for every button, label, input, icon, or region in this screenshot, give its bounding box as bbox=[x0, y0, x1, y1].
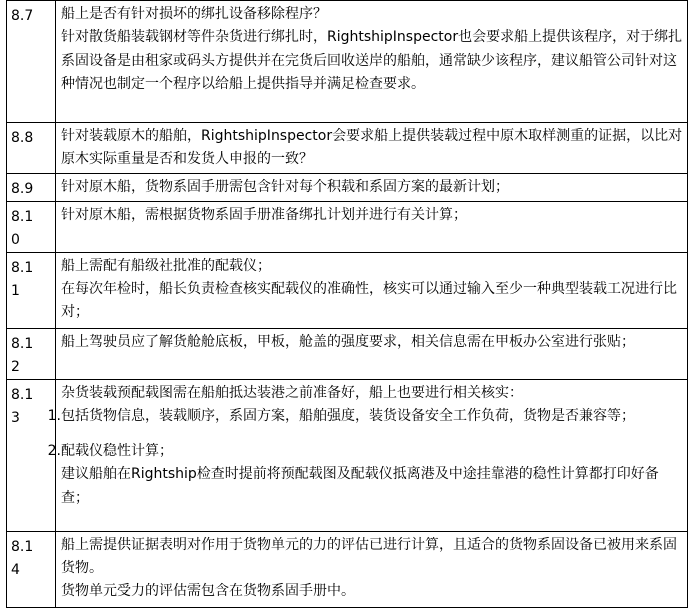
requirement-text: 针对原木船，货物系固手册需包含针对每个积载和系固方案的最新计划； bbox=[61, 178, 509, 195]
table-row bbox=[7, 531, 688, 607]
row-description bbox=[47, 379, 688, 531]
row-number: 8.9 bbox=[7, 173, 56, 201]
row-description bbox=[56, 252, 688, 328]
explanation-text: 针对散货船装载钢材等件杂货进行绑扎时，RightshipInspector也会要求船上提供该程序，对于绑扎系固设备是由租家或码头方提供并在完货后回收送岸的船舶，通常缺少该程序，建议船管公司针对这种情况也制定一个程序以给船上提供指导并满足检查要求。 bbox=[61, 29, 683, 92]
row-description bbox=[56, 531, 688, 607]
row-number-text: 8.12 bbox=[11, 335, 34, 375]
row-number bbox=[7, 252, 56, 328]
row-number bbox=[7, 201, 56, 252]
row-number bbox=[7, 531, 56, 607]
list-marker: 2. bbox=[47, 443, 61, 460]
list-item bbox=[35, 440, 683, 463]
requirement-text: 货物单元受力的评估需包含在货物系固手册中。 bbox=[61, 583, 355, 600]
table-row bbox=[7, 1, 688, 123]
table-row bbox=[7, 123, 688, 174]
list-item bbox=[35, 405, 683, 428]
question-text: 船上是否有针对损坏的绑扎设备移除程序？ bbox=[61, 6, 327, 22]
row-number: 8.8 bbox=[7, 123, 56, 174]
requirement-text: 在每次年检时，船长负责检查核实配载仪的准确性，核实可以通过输入至少一种典型装载工况进行比对； bbox=[61, 280, 677, 321]
row-description bbox=[56, 123, 688, 174]
table-row bbox=[7, 173, 688, 201]
row-description bbox=[56, 173, 688, 201]
table-row bbox=[7, 252, 688, 328]
row-number: 8.7 bbox=[7, 1, 56, 123]
row-number-text: 8.13 bbox=[11, 386, 34, 426]
row-description bbox=[56, 201, 688, 252]
requirements-table bbox=[6, 0, 688, 608]
question-text: 针对装载原木的船舶，RightshipInspector会要求船上提供装载过程中原木取样测重的证据，以比对原木实际重量是否和发货人申报的一致？ bbox=[61, 128, 683, 168]
table-row bbox=[7, 328, 688, 379]
row-description bbox=[56, 328, 688, 379]
table-row bbox=[7, 379, 688, 531]
list-item-text: 配载仪稳性计算； bbox=[61, 443, 173, 460]
requirement-text: 船上需提供证据表明对作用于货物单元的力的评估已进行计算，且适合的货物系固设备已被用来系固货物。 bbox=[61, 536, 677, 576]
row-description bbox=[56, 1, 688, 123]
intro-text: 杂货装载预配载图需在船舶抵达装港之前准备好，船上也要进行相关核实： bbox=[61, 384, 523, 401]
requirement-text: 船上需配有船级社批准的配载仪； bbox=[61, 257, 271, 274]
list-marker: 1. bbox=[47, 407, 61, 424]
requirement-text: 针对原木船，需根据货物系固手册准备绑扎计划并进行有关计算； bbox=[61, 206, 467, 223]
table-row bbox=[7, 201, 688, 252]
requirement-text: 船上驾驶员应了解货舱舱底板，甲板，舱盖的强度要求，相关信息需在甲板办公室进行张贴； bbox=[61, 333, 635, 350]
outro-text: 建议船舶在Rightship检查时提前将预配载图及配载仪抵离港及中途挂靠港的稳性计算都打印好备查； bbox=[61, 466, 659, 506]
row-number bbox=[7, 328, 56, 379]
row-number-text: 8.14 bbox=[11, 538, 34, 578]
list-item-text: 包括货物信息，装载顺序，系固方案，船舶强度，装货设备安全工作负荷，货物是否兼容等； bbox=[61, 407, 635, 424]
row-number-text: 8.10 bbox=[11, 208, 34, 248]
row-number-text: 8.11 bbox=[11, 259, 34, 299]
